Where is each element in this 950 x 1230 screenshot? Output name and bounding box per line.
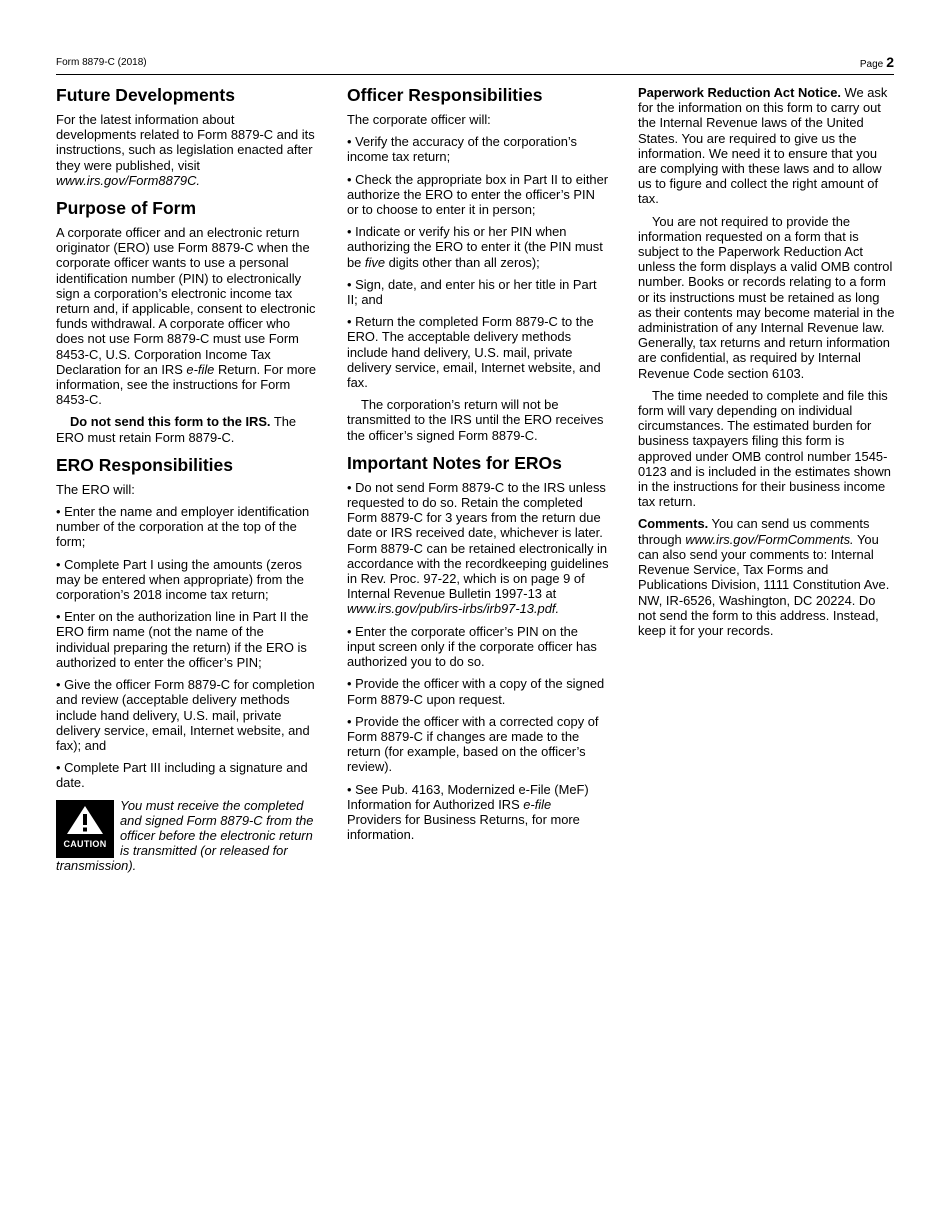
warning-triangle-icon	[66, 805, 104, 835]
do-not-send-note: Do not send this form to the IRS. The ERO must retain Form 8879-C.	[56, 414, 297, 445]
ero-intro: The ERO will:	[56, 481, 135, 497]
officer-note: The corporation’s return will not be transmitted to the IRS until the ERO receives the officer’s signed Form 8879-C.	[347, 397, 604, 443]
future-developments-link[interactable]: www.irs.gov/Form8879C.	[56, 172, 200, 188]
ero-responsibilities-heading: ERO Responsibilities	[56, 454, 233, 475]
list-item: • Enter on the authorization line in Part II the ERO firm name (not the name of the individual preparing the return) if the ERO is authorized to enter the officer’s PIN;	[56, 609, 309, 670]
list-item: • Give the officer Form 8879-C for completion and review (acceptable delivery methods include hand delivery, U.S. mail, private delivery service, email, Internet website, and fax); and	[56, 677, 315, 753]
irb-link[interactable]: www.irs.gov/pub/irs-irbs/irb97-13.pdf.	[347, 601, 560, 617]
column-right	[638, 85, 896, 645]
caution-box	[56, 798, 318, 874]
page-header	[56, 53, 894, 73]
list-item: • Do not send Form 8879-C to the IRS unless requested to do so. Retain the completed Form 8879-C for 3 years from the return due date or IRS received date, whichever is later. Form 8879-C can be retained electronically in accordance with the recordkeeping guidelines in Rev. Proc. 97-22, which is on page 9 of Internal Revenue Bulletin 1997-13 at www.irs.gov/pub/irs-irbs/irb97-13.pdf.	[347, 479, 609, 617]
form-identifier: Form 8879-C (2018)	[56, 57, 147, 68]
caution-label: CAUTION	[63, 838, 107, 849]
paperwork-notice: Paperwork Reduction Act Notice. We ask for the information on this form to carry out the Internal Revenue laws of the United States. You are required to give us the information. We need it to ensure that you are complying with these laws and to allow us to figure and collect the right amount of tax.	[638, 85, 888, 207]
officer-responsibilities-heading: Officer Responsibilities	[347, 85, 543, 105]
officer-intro: The corporate officer will:	[347, 112, 491, 127]
list-item: • Provide the officer with a corrected copy of Form 8879-C if changes are made to the return (for example, based on the officer’s review).	[347, 713, 599, 775]
paperwork-notice-p2: You are not required to provide the information requested on a form that is subject to the Paperwork Reduction Act unless the form displays a valid OMB control number. Books or records relating to a form or its instructions must be retained as long as their contents may become material in the administration of any Internal Revenue law. Generally, tax returns and return information are confidential, as required by Internal Revenue Code section 6103.	[638, 213, 895, 381]
page-number: 2	[886, 54, 894, 70]
list-item: • Enter the name and employer identification number of the corporation at the top of the form;	[56, 504, 310, 550]
column-left	[56, 85, 318, 874]
purpose-of-form-text: A corporate officer and an electronic return originator (ERO) use Form 8879-C when the corporate officer wants to use a personal identification number (PIN) to electronically sign a corporation’s electronic income tax return and, if applicable, consent to electronic funds withdrawal. A corporate officer who does not use Form 8879-C must use Form 8453-C, U.S. Corporation Income Tax Declaration for an IRS e-file Return. For more information, see the instructions for Form 8453-C.	[56, 225, 317, 408]
list-item: • See Pub. 4163, Modernized e-File (MeF) Information for Authorized IRS e-file Providers for Business Returns, for more information.	[347, 781, 589, 843]
form-comments-link[interactable]: www.irs.gov/FormComments.	[685, 531, 854, 547]
comments-paragraph: Comments. You can send us comments through www.irs.gov/FormComments. You can also send your comments to: Internal Revenue Service, Tax Forms and Publications Division, 1111 Constitution Ave. NW, IR-6526, Washington, DC 20224. Do not send the form to this address. Instead, keep it for your records.	[638, 516, 890, 638]
list-item: • Return the completed Form 8879-C to the ERO. The acceptable delivery methods include hand delivery, U.S. mail, private delivery service, email, Internet website, and fax.	[347, 314, 601, 391]
list-item: • Sign, date, and enter his or her title in Part II; and	[347, 276, 597, 308]
list-item: • Complete Part I using the amounts (zeros may be entered when appropriate) from the corporation’s 2018 income tax return;	[56, 556, 304, 603]
future-developments-text: For the latest information about developments related to Form 8879-C and its instructions, such as legislation enacted after they were published, visit www.irs.gov/Form8879C.	[56, 112, 315, 188]
page-label: Page	[859, 59, 884, 70]
list-item: • Complete Part III including a signature and date.	[56, 760, 308, 791]
future-developments-heading: Future Developments	[56, 85, 235, 105]
caution-icon	[56, 800, 114, 858]
list-item: • Provide the officer with a copy of the signed Form 8879-C upon request.	[347, 676, 605, 707]
column-middle	[347, 85, 609, 849]
paperwork-notice-p3: The time needed to complete and file this form will vary depending on individual circumstances. The estimated burden for business taxpayers filing this form is approved under OMB control number 1545-0123 and is included in the estimates shown in the instructions for their business income tax return.	[638, 387, 891, 510]
purpose-of-form-heading: Purpose of Form	[56, 198, 197, 219]
list-item: • Enter the corporate officer’s PIN on the input screen only if the corporate officer has authorized you to do so.	[347, 623, 597, 670]
page-number-block	[860, 54, 894, 70]
list-item: • Indicate or verify his or her PIN when authorizing the ERO to enter it (the PIN must be five digits other than all zeros);	[347, 224, 603, 270]
list-item: • Verify the accuracy of the corporation’s income tax return;	[347, 134, 577, 165]
caution-text: You must receive the completed and signed Form 8879-C from the officer before the electronic return is transmitted (or released for transmission).	[56, 797, 314, 874]
header-rule	[56, 74, 894, 75]
list-item: • Check the appropriate box in Part II to either authorize the ERO to enter the officer’s PIN or to choose to enter it in person;	[347, 171, 609, 218]
important-notes-heading: Important Notes for EROs	[347, 452, 562, 473]
